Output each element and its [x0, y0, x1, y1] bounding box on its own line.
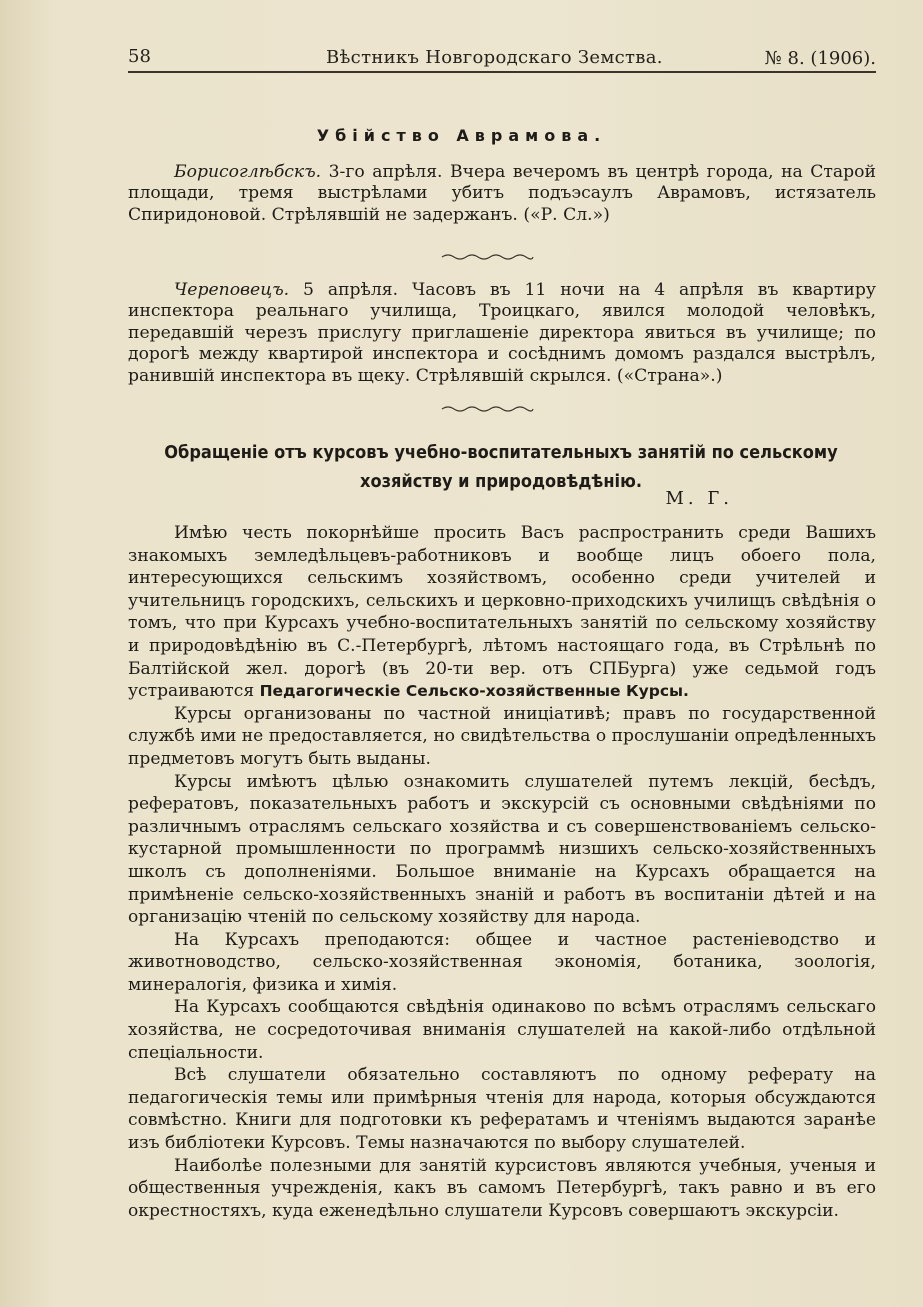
wave-divider — [440, 404, 535, 414]
paragraph: Всѣ слушатели обязательно составляютъ по одному реферату на педагогическія темы или примѣрныя чтенія для народа, которыя обсуждаются совмѣстно. Книги для подготовки къ рефератамъ и чтеніямъ выдаются заранѣе изъ библіотеки Курсовъ. Темы назначаются по выбору слушателей. — [128, 1065, 876, 1154]
news-item-place: Борисоглѣбскъ. — [174, 162, 322, 182]
paragraph: Курсы организованы по частной иниціативѣ; правъ по государственной службѣ ими не предоставляется, но свидѣтельства о прослушаніи опредѣленныхъ предметовъ могутъ быть выданы. — [128, 703, 876, 769]
article2-title: Обращеніе отъ курсовъ учебно-воспитательныхъ занятій по сельскому хозяйству и природовѣдѣнію. — [164, 442, 838, 492]
news-item-place: Череповецъ. — [174, 280, 290, 300]
article1-title: Убійство Аврамова. — [316, 126, 607, 145]
paragraph — [128, 522, 876, 703]
issue-number: № 8. (1906). — [764, 48, 876, 69]
news-item-cherepovets — [128, 280, 876, 387]
journal-title: Вѣстникъ Новгородскаго Земства. — [326, 47, 663, 68]
news-item-text: 3-го апрѣля. Вчера вечеромъ въ центрѣ города, на Старой площади, тремя выстрѣлами убитъ подъэсаулъ Аврамовъ, истязатель Спиридоновой. Стрѣлявшій не задержанъ. («Р. Сл.») — [128, 162, 876, 225]
paragraph: На Курсахъ преподаются: общее и частное растеніеводство и животноводство, сельско-хозяйственная экономія, ботаника, зоологія, минералогія, физика и химія. — [128, 929, 876, 995]
page-header — [128, 44, 876, 74]
header-rule — [128, 71, 876, 73]
article2-body — [128, 522, 876, 1222]
news-item-text: 5 апрѣля. Часовъ въ 11 ночи на 4 апрѣля въ квартиру инспектора реальнаго училища, Троицкаго, явился молодой человѣкъ, передавшій черезъ прислугу приглашеніе директора явиться въ училище; по дорогѣ между квартирой инспектора и сосѣднимъ домомъ раздался выстрѣлъ, ранившій инспектора въ щеку. Стрѣлявшій скрылся. («Страна».) — [128, 280, 876, 386]
paragraph: Наиболѣе полезными для занятій курсистовъ являются учебныя, ученыя и общественныя учрежденія, какъ въ самомъ Петербургѣ, такъ равно и въ его окрестностяхъ, куда еженедѣльно слушатели Курсовъ совершаютъ экскурсіи. — [128, 1155, 876, 1221]
wave-divider — [440, 252, 535, 262]
news-item-borisoglebsk — [128, 162, 876, 226]
courses-name: Педагогическіе Сельско-хозяйственные Курсы. — [259, 682, 689, 701]
page-number: 58 — [128, 46, 151, 67]
paragraph: На Курсахъ сообщаются свѣдѣнія одинаково по всѣмъ отраслямъ сельскаго хозяйства, не сосредоточивая вниманія слушателей на какой-либо отдѣльной спеціальности. — [128, 997, 876, 1063]
author-initials: М. Г. — [665, 488, 733, 509]
paragraph-text: Имѣю честь покорнѣйше просить Васъ распространить среди Вашихъ знакомыхъ земледѣльцевъ-работниковъ и вообще лицъ обоего пола, интересующихся сельскимъ хозяйствомъ, особенно среди учителей и учительницъ городскихъ, сельскихъ и церковно-приходскихъ училищъ свѣдѣнія о томъ, что при Курсахъ учебно-воспитательныхъ занятій по сельскому хозяйству и природовѣдѣнію въ С.-Петербургѣ, лѣтомъ настоящаго года, въ Стрѣльнѣ по Балтійской жел. дорогѣ (въ 20-ти вер. отъ СПБурга) уже седьмой годъ устраиваются — [128, 523, 876, 702]
paragraph: Курсы имѣютъ цѣлью ознакомить слушателей путемъ лекцій, бесѣдъ, рефератовъ, показательныхъ работъ и экскурсій съ основными свѣдѣніями по различнымъ отраслямъ сельскаго хозяйства и съ совершенствованіемъ сельско-кустарной промышленности по программѣ низшихъ сельско-хозяйственныхъ школъ съ дополненіями. Большое вниманіе на Курсахъ обращается на примѣненіе сельско-хозяйственныхъ знаній и работъ въ воспитаніи дѣтей и на организацію чтеній по сельскому хозяйству для народа. — [128, 771, 876, 928]
